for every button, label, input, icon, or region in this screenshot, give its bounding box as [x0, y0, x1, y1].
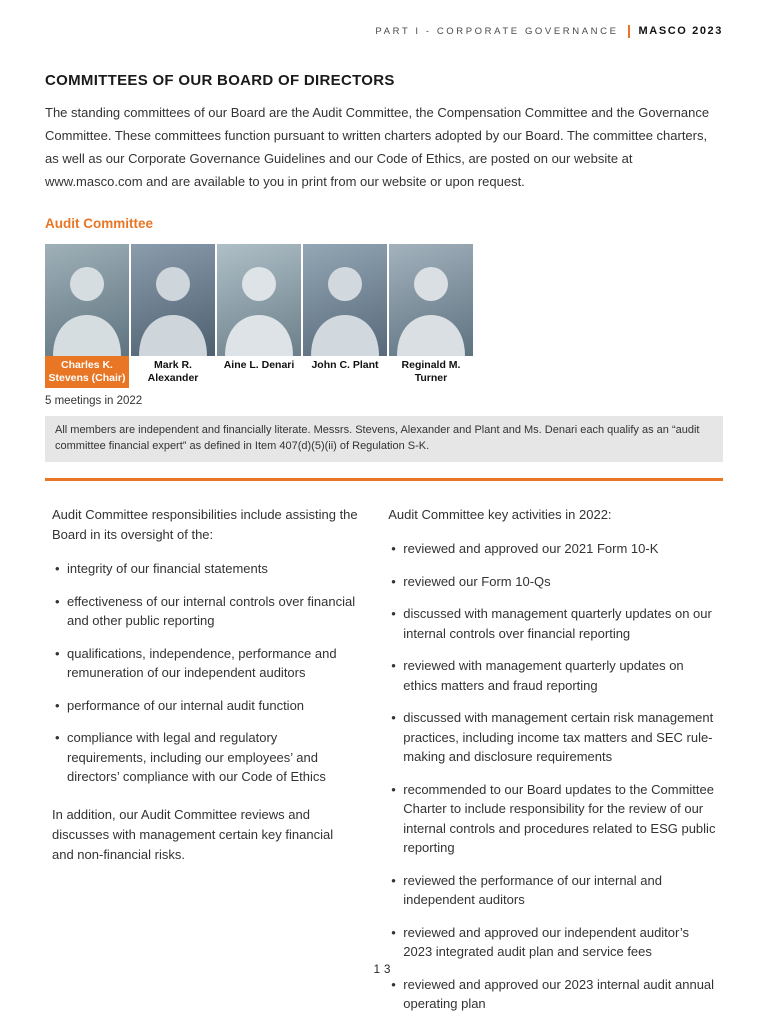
person-silhouette-icon [217, 244, 301, 356]
member-name: Mark R. Alexander [147, 358, 199, 384]
bullet-item: • reviewed the performance of our internal and independent auditors [388, 871, 716, 910]
bullet-item: • reviewed and approved our 2023 internal audit annual operating plan [388, 975, 716, 1014]
independence-note: All members are independent and financially literate. Messrs. Stevens, Alexander and Plant and Ms. Denari each qualify as an “audit committee financial expert” as defined in Item 407(d)(5)(ii) of Regulation S-K. [45, 416, 723, 462]
bullet-item: • effectiveness of our internal controls over financial and other public reporting [52, 592, 358, 631]
responsibilities-column [52, 505, 358, 1027]
member-card [389, 244, 473, 388]
brand-label: MASCO 2023 [638, 25, 723, 37]
bullet-item: • recommended to our Board updates to the Committee Charter to include responsibility for the review of our internal controls and procedures related to ESG public reporting [388, 780, 716, 858]
bullet-item: • qualifications, independence, performance and remuneration of our independent auditors [52, 644, 358, 683]
bullet-item: • discussed with management quarterly updates on our internal controls over financial reporting [388, 604, 716, 643]
member-photo [217, 244, 301, 356]
bullet-item: • compliance with legal and regulatory requirements, including our employees’ and directors’ compliance with our Code of Ethics [52, 728, 358, 787]
bullet-item: • reviewed with management quarterly updates on ethics matters and fraud reporting [388, 656, 716, 695]
meetings-count: 5 meetings in 2022 [45, 394, 143, 407]
activities-column [388, 505, 716, 1027]
bullet-item: • performance of our internal audit function [52, 696, 358, 716]
member-card [45, 244, 129, 388]
responsibilities-closing: In addition, our Audit Committee reviews and discusses with management certain key financial and non-financial risks. [52, 806, 334, 863]
member-photo [45, 244, 129, 356]
activities-list [388, 539, 716, 1014]
member-card [131, 244, 215, 388]
header-section-label: PART I - CORPORATE GOVERNANCE [375, 25, 619, 37]
header-divider [628, 25, 630, 38]
bullet-item: • reviewed and approved our independent auditor’s 2023 integrated audit plan and service fees [388, 923, 716, 962]
page-number: 13 [373, 964, 395, 976]
page-title: COMMITTEES OF OUR BOARD OF DIRECTORS [45, 72, 395, 89]
person-silhouette-icon [389, 244, 473, 356]
member-photo-row [45, 244, 723, 388]
bullet-item: • discussed with management certain risk management practices, including income tax matters and SEC rule-making and disclosure requirements [388, 708, 716, 767]
member-photo [389, 244, 473, 356]
person-silhouette-icon [131, 244, 215, 356]
document-header [45, 22, 723, 40]
committee-heading: Audit Committee [45, 215, 153, 231]
person-silhouette-icon [45, 244, 129, 356]
member-name: John C. Plant [311, 358, 379, 371]
member-photo [131, 244, 215, 356]
member-name: Aine L. Denari [223, 358, 295, 371]
member-name: Charles K. Stevens (Chair) [45, 356, 129, 388]
bullet-item: • integrity of our financial statements [52, 559, 358, 579]
member-card [217, 244, 301, 388]
member-card [303, 244, 387, 388]
responsibilities-list [52, 559, 358, 787]
member-photo [303, 244, 387, 356]
bullet-item: • reviewed our Form 10-Qs [388, 572, 716, 592]
two-column-section [45, 505, 723, 1027]
bullet-item: • reviewed and approved our 2021 Form 10-K [388, 539, 716, 559]
section-divider [45, 478, 723, 482]
responsibilities-intro: Audit Committee responsibilities include assisting the Board in its oversight of the: [52, 507, 358, 543]
member-name: Reginald M. Turner [401, 358, 461, 384]
activities-intro: Audit Committee key activities in 2022: [388, 507, 612, 523]
person-silhouette-icon [303, 244, 387, 356]
intro-paragraph: The standing committees of our Board are the Audit Committee, the Compensation Committee and the Governance Committee. These committees function pursuant to written charters adopted by our Board. The committee charters, as well as our Corporate Governance Guidelines and our Code of Ethics, are posted on our website at www.masco.com and are available to you in print from our website or upon request. [45, 105, 710, 190]
